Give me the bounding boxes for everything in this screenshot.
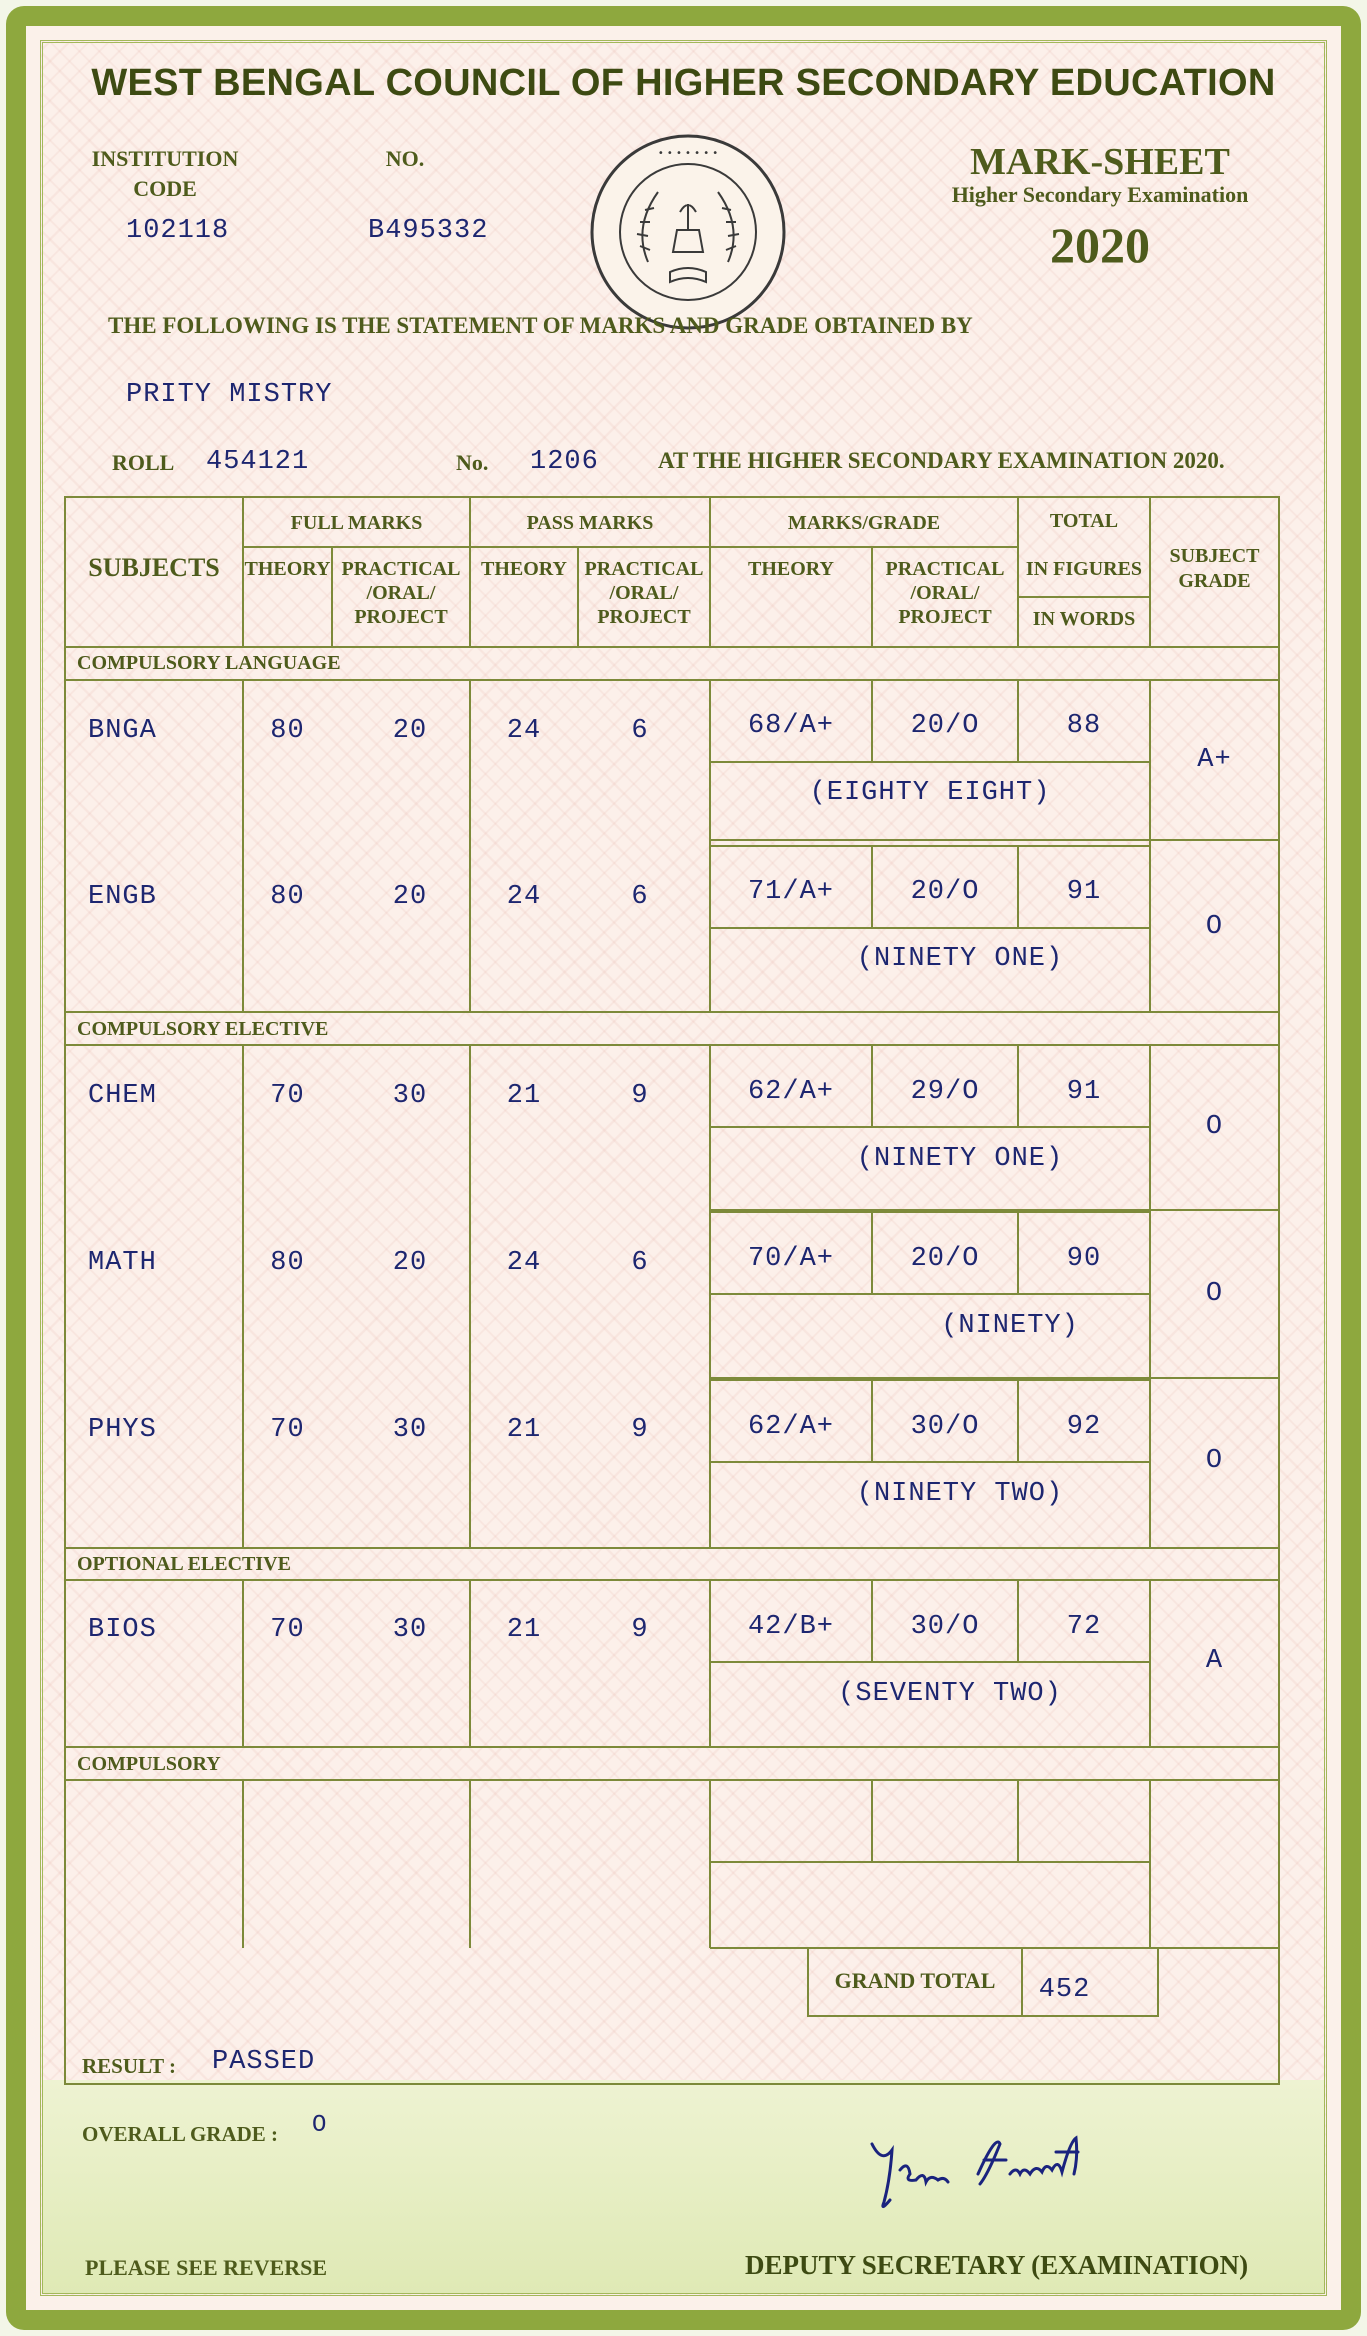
header-pm-practical-3: PROJECT <box>597 606 691 628</box>
marks-practical: 20/O <box>910 877 980 907</box>
header-mg-practical-3: PROJECT <box>898 606 992 628</box>
serial-number: B495332 <box>368 216 489 246</box>
header-pm-theory: THEORY <box>481 558 567 580</box>
marks-theory: 68/A+ <box>747 711 834 741</box>
exam-text: AT THE HIGHER SECONDARY EXAMINATION 2020. <box>658 448 1225 473</box>
subject-code: MATH <box>88 1248 157 1278</box>
header-fm-practical-1: PRACTICAL <box>341 558 461 580</box>
total-figures: 92 <box>1066 1412 1102 1442</box>
full-marks-theory: 80 <box>270 1248 305 1278</box>
header-pass-marks: PASS MARKS <box>526 512 654 534</box>
header-pm-practical-2: /ORAL/ <box>609 582 679 604</box>
roll-no-value: 1206 <box>530 447 599 477</box>
marks-theory: 70/A+ <box>747 1244 834 1274</box>
full-marks-practical: 20 <box>392 716 428 746</box>
subject-code: ENGB <box>88 882 157 912</box>
marksheet-year: 2020 <box>1050 217 1150 273</box>
council-title: WEST BENGAL COUNCIL OF HIGHER SECONDARY EDUCATION <box>91 62 1276 104</box>
roll-value: 454121 <box>206 447 310 477</box>
marks-practical: 20/O <box>910 1244 980 1274</box>
header-mg-practical-2: /ORAL/ <box>910 582 980 604</box>
header-marks-grade: MARKS/GRADE <box>787 512 941 534</box>
full-marks-practical: 20 <box>392 882 428 912</box>
total-words: (SEVENTY TWO) <box>838 1679 1062 1709</box>
statement-text: THE FOLLOWING IS THE STATEMENT OF MARKS AND GRADE OBTAINED BY <box>108 313 973 338</box>
full-marks-theory: 70 <box>270 1081 305 1111</box>
subject-grade: A <box>1205 1646 1224 1676</box>
full-marks-practical: 30 <box>392 1081 428 1111</box>
header-subject-grade-2: GRADE <box>1178 570 1251 592</box>
pass-marks-theory: 24 <box>506 1248 542 1278</box>
marks-theory: 42/B+ <box>747 1612 834 1642</box>
header-subjects: SUBJECTS <box>88 553 220 582</box>
roll-no-label: No. <box>456 450 489 475</box>
grand-total-label: GRAND TOTAL <box>834 1968 996 1993</box>
total-words: (NINETY) <box>941 1311 1079 1341</box>
student-name: PRITY MISTRY <box>126 380 333 410</box>
total-words: (NINETY TWO) <box>856 1479 1064 1509</box>
please-see-reverse: PLEASE SEE REVERSE <box>85 2255 328 2280</box>
pass-marks-practical: 9 <box>631 1615 649 1645</box>
full-marks-theory: 80 <box>270 716 305 746</box>
header-mg-practical-1: PRACTICAL <box>885 558 1005 580</box>
pass-marks-theory: 24 <box>506 716 542 746</box>
subject-grade: O <box>1205 1279 1224 1309</box>
institution-label: INSTITUTION <box>91 146 239 171</box>
code-label: CODE <box>133 176 197 201</box>
total-figures: 72 <box>1066 1612 1102 1642</box>
full-marks-theory: 70 <box>270 1415 305 1445</box>
total-words: (EIGHTY EIGHT) <box>809 778 1051 808</box>
header-in-words: IN WORDS <box>1032 608 1136 630</box>
marks-theory: 62/A+ <box>747 1412 834 1442</box>
subject-grade: O <box>1205 1446 1224 1476</box>
section-compulsory-language: COMPULSORY LANGUAGE <box>77 652 341 674</box>
overall-grade-label: OVERALL GRADE : <box>82 2122 279 2146</box>
roll-label: ROLL <box>112 450 175 475</box>
full-marks-theory: 70 <box>270 1615 305 1645</box>
pass-marks-theory: 21 <box>506 1415 542 1445</box>
pass-marks-practical: 6 <box>631 716 649 746</box>
marks-theory: 62/A+ <box>747 1077 834 1107</box>
subject-code: BIOS <box>88 1615 157 1645</box>
full-marks-practical: 30 <box>392 1415 428 1445</box>
pass-marks-theory: 24 <box>506 882 542 912</box>
section-optional-elective: OPTIONAL ELECTIVE <box>77 1553 291 1575</box>
subject-grade: A+ <box>1197 745 1232 775</box>
section-compulsory-elective: COMPULSORY ELECTIVE <box>77 1018 329 1040</box>
signature-icon <box>860 2130 1160 2220</box>
pass-marks-practical: 6 <box>631 1248 649 1278</box>
institution-code: 102118 <box>126 216 230 246</box>
header-pm-practical-1: PRACTICAL <box>584 558 704 580</box>
svg-text:• • • • • • •: • • • • • • • <box>657 148 719 159</box>
header-fm-practical-2: /ORAL/ <box>366 582 436 604</box>
header-in-figures: IN FIGURES <box>1025 558 1143 580</box>
signatory-title: DEPUTY SECRETARY (EXAMINATION) <box>745 2250 1249 2280</box>
marksheet-subtitle: Higher Secondary Examination <box>951 182 1249 207</box>
header-full-marks: FULL MARKS <box>290 512 423 534</box>
header-fm-practical-3: PROJECT <box>354 606 448 628</box>
section-compulsory: COMPULSORY <box>77 1753 221 1775</box>
subject-code: PHYS <box>88 1415 157 1445</box>
subject-grade: O <box>1205 912 1224 942</box>
total-figures: 90 <box>1066 1244 1102 1274</box>
marks-practical: 30/O <box>910 1412 980 1442</box>
full-marks-practical: 30 <box>392 1615 428 1645</box>
subject-code: CHEM <box>88 1081 157 1111</box>
header-subject-grade-1: SUBJECT <box>1169 545 1260 567</box>
pass-marks-practical: 9 <box>631 1415 649 1445</box>
subject-code: BNGA <box>88 716 157 746</box>
pass-marks-practical: 6 <box>631 882 649 912</box>
marks-practical: 20/O <box>910 711 980 741</box>
subject-grade: O <box>1205 1112 1224 1142</box>
total-figures: 91 <box>1066 1077 1102 1107</box>
total-words: (NINETY ONE) <box>856 944 1064 974</box>
header-mg-theory: THEORY <box>748 558 834 580</box>
total-figures: 91 <box>1066 877 1102 907</box>
pass-marks-theory: 21 <box>506 1081 542 1111</box>
full-marks-practical: 20 <box>392 1248 428 1278</box>
total-words: (NINETY ONE) <box>856 1144 1064 1174</box>
result-value: PASSED <box>212 2047 316 2077</box>
overall-grade-value: O <box>312 2112 328 2139</box>
header-total: TOTAL <box>1049 510 1119 532</box>
pass-marks-practical: 9 <box>631 1081 649 1111</box>
marksheet-title: MARK-SHEET <box>970 141 1230 183</box>
pass-marks-theory: 21 <box>506 1615 542 1645</box>
header-fm-theory: THEORY <box>244 558 331 580</box>
result-label: RESULT : <box>82 2054 176 2078</box>
marks-practical: 29/O <box>910 1077 980 1107</box>
marks-practical: 30/O <box>910 1612 980 1642</box>
marks-theory: 71/A+ <box>747 877 834 907</box>
full-marks-theory: 80 <box>270 882 305 912</box>
total-figures: 88 <box>1066 711 1102 741</box>
no-label: NO. <box>385 146 425 171</box>
grand-total-value: 452 <box>1038 1975 1091 2005</box>
